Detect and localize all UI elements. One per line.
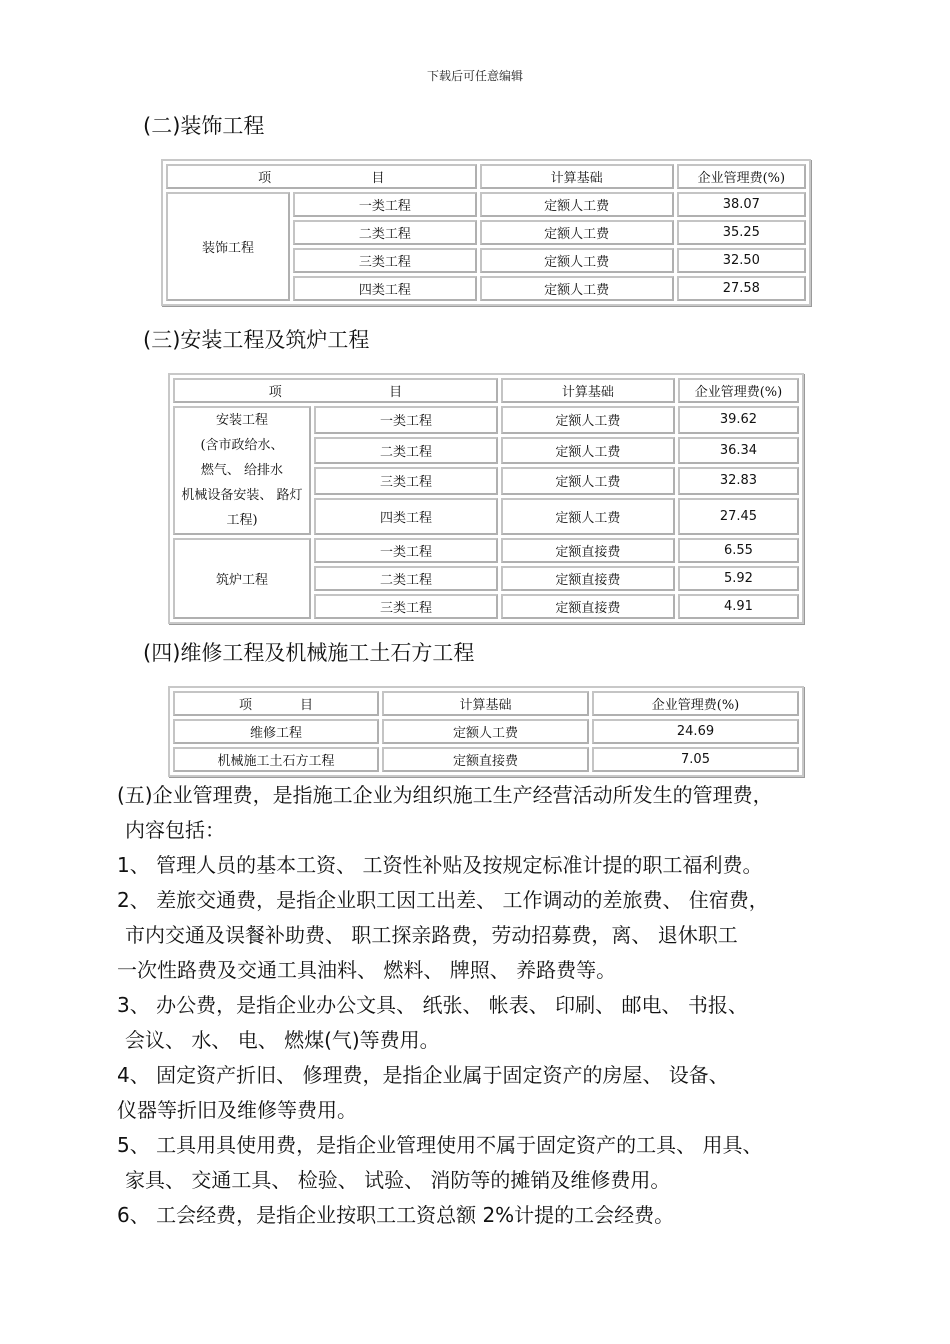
item-4-line1: 4、 固定资产折旧、 修理费，是指企业属于固定资产的房屋、 设备、 <box>117 1063 729 1087</box>
rate-cell: 5.92 <box>678 566 799 591</box>
basis-cell: 定额人工费 <box>480 276 674 301</box>
page-header-note: 下载后可任意编辑 <box>426 69 523 83</box>
item-2-line1: 2、 差旅交通费，是指企业职工因工出差、 工作调动的差旅费、 住宿费， <box>117 888 769 912</box>
maintenance-fee-table <box>168 686 804 777</box>
item-3-line2: 会议、 水、 电、 燃煤(气)等费用。 <box>125 1028 440 1052</box>
header-rate: 企业管理费(%) <box>592 691 799 716</box>
header-basis: 计算基础 <box>501 378 675 403</box>
group-label: 装饰工程 <box>166 192 290 301</box>
class-cell: 二类工程 <box>293 220 477 245</box>
header-rate: 企业管理费(%) <box>678 378 799 403</box>
item-2-line3: 一次性路费及交通工具油料、 燃料、 牌照、 养路费等。 <box>117 958 617 982</box>
group-label-installation: 安装工程 (含市政给水、 燃气、 给排水 机械设备安装、 路灯 工程) <box>173 406 311 535</box>
item-5-line2: 家具、 交通工具、 检验、 试验、 消防等的摊销及维修费用。 <box>125 1168 671 1192</box>
class-cell: 三类工程 <box>314 594 498 619</box>
header-item: 项 目 <box>173 691 379 716</box>
class-cell: 一类工程 <box>293 192 477 217</box>
item-4-line2: 仪器等折旧及维修等费用。 <box>117 1098 357 1122</box>
basis-cell: 定额人工费 <box>382 719 589 744</box>
rate-cell: 38.07 <box>677 192 806 217</box>
section-title-decoration: (二)装饰工程 <box>143 114 265 138</box>
item-1: 1、 管理人员的基本工资、 工资性补贴及按规定标准计提的职工福利费。 <box>117 853 763 877</box>
rate-cell: 7.05 <box>592 747 799 772</box>
rate-cell: 39.62 <box>678 406 799 434</box>
rate-cell: 4.91 <box>678 594 799 619</box>
rate-cell: 35.25 <box>677 220 806 245</box>
group-label-furnace: 筑炉工程 <box>173 538 311 619</box>
header-basis: 计算基础 <box>382 691 589 716</box>
basis-cell: 定额人工费 <box>501 437 675 465</box>
class-cell: 一类工程 <box>314 406 498 434</box>
item-2-line2: 市内交通及误餐补助费、 职工探亲路费，劳动招募费，离、 退休职工 <box>125 923 738 947</box>
class-cell: 三类工程 <box>314 467 498 495</box>
rate-cell: 36.34 <box>678 437 799 465</box>
basis-cell: 定额人工费 <box>480 248 674 273</box>
basis-cell: 定额人工费 <box>501 406 675 434</box>
section-title-installation: (三)安装工程及筑炉工程 <box>143 328 370 352</box>
item-3-line1: 3、 办公费，是指企业办公文具、 纸张、 帐表、 印刷、 邮电、 书报、 <box>117 993 748 1017</box>
class-cell: 二类工程 <box>314 566 498 591</box>
header-basis: 计算基础 <box>480 164 674 189</box>
basis-cell: 定额人工费 <box>480 192 674 217</box>
basis-cell: 定额人工费 <box>480 220 674 245</box>
class-cell: 三类工程 <box>293 248 477 273</box>
class-cell: 四类工程 <box>293 276 477 301</box>
header-rate: 企业管理费(%) <box>677 164 806 189</box>
rate-cell: 24.69 <box>592 719 799 744</box>
basis-cell: 定额直接费 <box>501 566 675 591</box>
class-cell: 二类工程 <box>314 437 498 465</box>
rate-cell: 32.83 <box>678 467 799 495</box>
class-cell: 一类工程 <box>314 538 498 563</box>
rate-cell: 27.45 <box>678 498 799 535</box>
item-cell: 维修工程 <box>173 719 379 744</box>
basis-cell: 定额人工费 <box>501 498 675 535</box>
basis-cell: 定额直接费 <box>382 747 589 772</box>
rate-cell: 6.55 <box>678 538 799 563</box>
decoration-fee-table <box>161 159 811 306</box>
class-cell: 四类工程 <box>314 498 498 535</box>
header-item: 项 目 <box>173 378 498 403</box>
installation-fee-table <box>168 373 804 624</box>
rate-cell: 32.50 <box>677 248 806 273</box>
paragraph-management-fee: (五)企业管理费，是指施工企业为组织施工生产经营活动所发生的管理费， 内容包括： 1、 管理人员的基本工资、 工资性补贴及按规定标准计提的职工福利费。 2、 差旅交通费，是指企业职工因工出差、 工作调动的差旅费、 住宿费， 市内交通及误餐补助费、 职工探亲路费，劳动招募费，离、 退休职工 一次性路费及交通工具油料、 燃料、 牌照、 养路费等。 3、 办公费，是指企业办公文具、 纸张、 帐表、 印刷、 邮电、 书报、 会议、 水、 电、 燃煤(气)等费用。 4、 固定资产折旧、 修理费，是指企业属于固定资产的房屋、 设备、 仪器等折旧及维修等费用。 5、 工具用具使用费，是指企业管理使用不属于固定资产的工具、 用具、 家具、 交通工具、 检验、 试验、 消防等的摊销及维修费用。 6、 工会经费，是指企业按职工工资总额 2%计提的工会经费。 <box>117 778 877 1233</box>
item-5-line1: 5、 工具用具使用费，是指企业管理使用不属于固定资产的工具、 用具、 <box>117 1133 763 1157</box>
basis-cell: 定额直接费 <box>501 594 675 619</box>
basis-cell: 定额人工费 <box>501 467 675 495</box>
item-cell: 机械施工土石方工程 <box>173 747 379 772</box>
item-6: 6、 工会经费，是指企业按职工工资总额 2%计提的工会经费。 <box>117 1203 675 1227</box>
rate-cell: 27.58 <box>677 276 806 301</box>
header-item: 项 目 <box>166 164 477 189</box>
section-title-maintenance: (四)维修工程及机械施工土石方工程 <box>143 641 475 665</box>
basis-cell: 定额直接费 <box>501 538 675 563</box>
